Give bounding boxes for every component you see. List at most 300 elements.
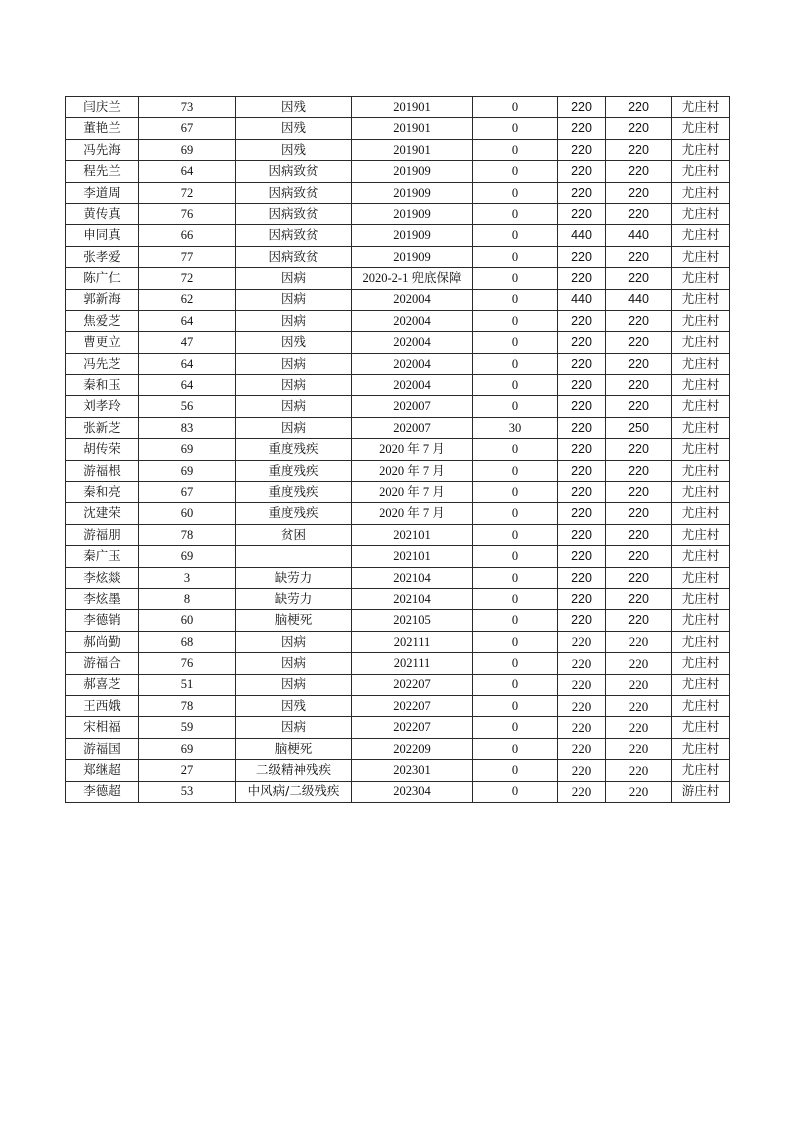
base-amount-cell: 220 [558, 161, 606, 182]
base-amount-cell: 220 [558, 246, 606, 267]
age-cell: 64 [139, 353, 236, 374]
village-cell: 尤庄村 [672, 653, 730, 674]
reason-cell: 因病 [236, 353, 352, 374]
reason-cell: 因残 [236, 97, 352, 118]
table-row [66, 524, 730, 545]
table-row [66, 482, 730, 503]
table-row [66, 417, 730, 438]
name-cell: 郝喜芝 [66, 674, 139, 695]
age-cell: 76 [139, 653, 236, 674]
total-amount-cell: 220 [606, 182, 672, 203]
table-row [66, 610, 730, 631]
total-amount-cell: 220 [606, 503, 672, 524]
total-amount-cell: 220 [606, 631, 672, 652]
base-amount-cell: 220 [558, 203, 606, 224]
date-cell: 202304 [352, 781, 473, 802]
base-amount-cell: 440 [558, 289, 606, 310]
total-amount-cell: 220 [606, 588, 672, 609]
date-cell: 202301 [352, 760, 473, 781]
village-cell: 尤庄村 [672, 482, 730, 503]
extra-amount-cell: 0 [473, 182, 558, 203]
reason-cell: 脑梗死 [236, 738, 352, 759]
reason-cell: 重度残疾 [236, 460, 352, 481]
base-amount-cell: 220 [558, 695, 606, 716]
extra-amount-cell: 0 [473, 225, 558, 246]
base-amount-cell: 220 [558, 460, 606, 481]
table-row [66, 674, 730, 695]
name-cell: 闫庆兰 [66, 97, 139, 118]
age-cell: 53 [139, 781, 236, 802]
village-cell: 尤庄村 [672, 760, 730, 781]
village-cell: 尤庄村 [672, 353, 730, 374]
name-cell: 李德销 [66, 610, 139, 631]
extra-amount-cell: 0 [473, 332, 558, 353]
name-cell: 宋相福 [66, 717, 139, 738]
date-cell: 202104 [352, 588, 473, 609]
total-amount-cell: 220 [606, 482, 672, 503]
base-amount-cell: 220 [558, 375, 606, 396]
name-cell: 游福朋 [66, 524, 139, 545]
village-cell: 尤庄村 [672, 631, 730, 652]
date-cell: 202207 [352, 674, 473, 695]
name-cell: 李德超 [66, 781, 139, 802]
base-amount-cell: 220 [558, 268, 606, 289]
village-cell: 尤庄村 [672, 310, 730, 331]
name-cell: 陈广仁 [66, 268, 139, 289]
extra-amount-cell: 0 [473, 546, 558, 567]
total-amount-cell: 220 [606, 460, 672, 481]
table-row [66, 225, 730, 246]
date-cell: 202111 [352, 653, 473, 674]
document-sheet [65, 96, 730, 803]
date-cell: 202105 [352, 610, 473, 631]
village-cell: 尤庄村 [672, 182, 730, 203]
date-cell: 201909 [352, 246, 473, 267]
name-cell: 游福国 [66, 738, 139, 759]
base-amount-cell: 220 [558, 439, 606, 460]
extra-amount-cell: 0 [473, 738, 558, 759]
date-cell: 201909 [352, 182, 473, 203]
age-cell: 59 [139, 717, 236, 738]
village-cell: 尤庄村 [672, 588, 730, 609]
age-cell: 27 [139, 760, 236, 781]
reason-cell: 因病致贫 [236, 182, 352, 203]
total-amount-cell: 220 [606, 97, 672, 118]
table-row [66, 396, 730, 417]
extra-amount-cell: 0 [473, 246, 558, 267]
extra-amount-cell: 0 [473, 631, 558, 652]
date-cell: 202004 [352, 310, 473, 331]
extra-amount-cell: 0 [473, 375, 558, 396]
name-cell: 申同真 [66, 225, 139, 246]
base-amount-cell: 220 [558, 781, 606, 802]
name-cell: 冯先海 [66, 139, 139, 160]
date-cell: 202101 [352, 546, 473, 567]
extra-amount-cell: 0 [473, 268, 558, 289]
name-cell: 张孝爱 [66, 246, 139, 267]
name-cell: 郑继超 [66, 760, 139, 781]
extra-amount-cell: 0 [473, 482, 558, 503]
village-cell: 尤庄村 [672, 610, 730, 631]
reason-cell: 因病 [236, 631, 352, 652]
total-amount-cell: 220 [606, 695, 672, 716]
date-cell: 202111 [352, 631, 473, 652]
name-cell: 胡传荣 [66, 439, 139, 460]
base-amount-cell: 220 [558, 631, 606, 652]
total-amount-cell: 440 [606, 225, 672, 246]
date-cell: 202209 [352, 738, 473, 759]
table-row [66, 268, 730, 289]
reason-cell: 因残 [236, 118, 352, 139]
table-row [66, 567, 730, 588]
name-cell: 李炫燚 [66, 567, 139, 588]
total-amount-cell: 220 [606, 353, 672, 374]
date-cell: 2020-2-1 兜底保障 [352, 268, 473, 289]
age-cell: 56 [139, 396, 236, 417]
base-amount-cell: 220 [558, 717, 606, 738]
extra-amount-cell: 0 [473, 674, 558, 695]
village-cell: 尤庄村 [672, 225, 730, 246]
village-cell: 尤庄村 [672, 332, 730, 353]
base-amount-cell: 220 [558, 353, 606, 374]
table-row [66, 353, 730, 374]
date-cell: 202004 [352, 332, 473, 353]
extra-amount-cell: 0 [473, 653, 558, 674]
total-amount-cell: 220 [606, 653, 672, 674]
base-amount-cell: 220 [558, 738, 606, 759]
date-cell: 202207 [352, 695, 473, 716]
extra-amount-cell: 0 [473, 610, 558, 631]
base-amount-cell: 220 [558, 588, 606, 609]
village-cell: 尤庄村 [672, 717, 730, 738]
name-cell: 冯先芝 [66, 353, 139, 374]
age-cell: 69 [139, 460, 236, 481]
extra-amount-cell: 0 [473, 310, 558, 331]
age-cell: 67 [139, 482, 236, 503]
name-cell: 游福合 [66, 653, 139, 674]
age-cell: 78 [139, 695, 236, 716]
date-cell: 201901 [352, 118, 473, 139]
village-cell: 尤庄村 [672, 161, 730, 182]
village-cell: 尤庄村 [672, 139, 730, 160]
reason-cell: 因病 [236, 375, 352, 396]
total-amount-cell: 220 [606, 118, 672, 139]
base-amount-cell: 220 [558, 139, 606, 160]
date-cell: 202004 [352, 289, 473, 310]
name-cell: 黄传真 [66, 203, 139, 224]
total-amount-cell: 220 [606, 674, 672, 695]
name-cell: 程先兰 [66, 161, 139, 182]
total-amount-cell: 220 [606, 781, 672, 802]
name-cell: 曹更立 [66, 332, 139, 353]
age-cell: 83 [139, 417, 236, 438]
age-cell: 72 [139, 268, 236, 289]
age-cell: 78 [139, 524, 236, 545]
reason-cell: 因残 [236, 332, 352, 353]
village-cell: 尤庄村 [672, 503, 730, 524]
name-cell: 张新芝 [66, 417, 139, 438]
base-amount-cell: 220 [558, 610, 606, 631]
base-amount-cell: 220 [558, 310, 606, 331]
base-amount-cell: 220 [558, 97, 606, 118]
total-amount-cell: 220 [606, 310, 672, 331]
date-cell: 202004 [352, 375, 473, 396]
base-amount-cell: 220 [558, 567, 606, 588]
village-cell: 尤庄村 [672, 695, 730, 716]
base-amount-cell: 220 [558, 332, 606, 353]
total-amount-cell: 220 [606, 139, 672, 160]
base-amount-cell: 220 [558, 524, 606, 545]
extra-amount-cell: 0 [473, 760, 558, 781]
date-cell: 202104 [352, 567, 473, 588]
table-body [66, 97, 730, 803]
total-amount-cell: 220 [606, 524, 672, 545]
name-cell: 秦和亮 [66, 482, 139, 503]
total-amount-cell: 250 [606, 417, 672, 438]
extra-amount-cell: 0 [473, 353, 558, 374]
total-amount-cell: 220 [606, 203, 672, 224]
village-cell: 游庄村 [672, 781, 730, 802]
total-amount-cell: 220 [606, 396, 672, 417]
reason-cell: 因病致贫 [236, 246, 352, 267]
extra-amount-cell: 0 [473, 460, 558, 481]
reason-cell: 因病致贫 [236, 225, 352, 246]
table-row [66, 375, 730, 396]
reason-cell: 因病 [236, 310, 352, 331]
table-row [66, 631, 730, 652]
base-amount-cell: 220 [558, 417, 606, 438]
age-cell: 51 [139, 674, 236, 695]
extra-amount-cell: 0 [473, 781, 558, 802]
extra-amount-cell: 30 [473, 417, 558, 438]
age-cell: 66 [139, 225, 236, 246]
total-amount-cell: 220 [606, 332, 672, 353]
age-cell: 64 [139, 161, 236, 182]
base-amount-cell: 220 [558, 760, 606, 781]
reason-cell: 因残 [236, 695, 352, 716]
total-amount-cell: 220 [606, 546, 672, 567]
extra-amount-cell: 0 [473, 118, 558, 139]
name-cell: 沈建荣 [66, 503, 139, 524]
reason-cell: 重度残疾 [236, 503, 352, 524]
base-amount-cell: 220 [558, 653, 606, 674]
age-cell: 64 [139, 310, 236, 331]
extra-amount-cell: 0 [473, 289, 558, 310]
table-row [66, 738, 730, 759]
name-cell: 焦爱芝 [66, 310, 139, 331]
age-cell: 77 [139, 246, 236, 267]
extra-amount-cell: 0 [473, 567, 558, 588]
table-row [66, 246, 730, 267]
total-amount-cell: 220 [606, 246, 672, 267]
table-row [66, 439, 730, 460]
extra-amount-cell: 0 [473, 439, 558, 460]
table-row [66, 289, 730, 310]
total-amount-cell: 220 [606, 717, 672, 738]
name-cell: 董艳兰 [66, 118, 139, 139]
base-amount-cell: 220 [558, 182, 606, 203]
age-cell: 60 [139, 503, 236, 524]
name-cell: 郭新海 [66, 289, 139, 310]
extra-amount-cell: 0 [473, 139, 558, 160]
reason-cell [236, 546, 352, 567]
table-row [66, 760, 730, 781]
age-cell: 60 [139, 610, 236, 631]
table-row [66, 118, 730, 139]
date-cell: 201909 [352, 225, 473, 246]
reason-cell: 因病 [236, 417, 352, 438]
reason-cell: 贫困 [236, 524, 352, 545]
age-cell: 76 [139, 203, 236, 224]
reason-cell: 重度残疾 [236, 482, 352, 503]
table-row [66, 653, 730, 674]
date-cell: 202207 [352, 717, 473, 738]
age-cell: 69 [139, 738, 236, 759]
village-cell: 尤庄村 [672, 674, 730, 695]
reason-cell: 二级精神残疾 [236, 760, 352, 781]
base-amount-cell: 220 [558, 674, 606, 695]
total-amount-cell: 440 [606, 289, 672, 310]
date-cell: 2020 年 7 月 [352, 482, 473, 503]
extra-amount-cell: 0 [473, 717, 558, 738]
village-cell: 尤庄村 [672, 118, 730, 139]
total-amount-cell: 220 [606, 610, 672, 631]
reason-cell: 因病 [236, 396, 352, 417]
age-cell: 67 [139, 118, 236, 139]
base-amount-cell: 220 [558, 118, 606, 139]
total-amount-cell: 220 [606, 567, 672, 588]
village-cell: 尤庄村 [672, 97, 730, 118]
table-row [66, 781, 730, 802]
age-cell: 8 [139, 588, 236, 609]
age-cell: 69 [139, 439, 236, 460]
reason-cell: 因病致贫 [236, 161, 352, 182]
total-amount-cell: 220 [606, 439, 672, 460]
date-cell: 202007 [352, 396, 473, 417]
table-row [66, 460, 730, 481]
table-row [66, 139, 730, 160]
table-row [66, 161, 730, 182]
village-cell: 尤庄村 [672, 289, 730, 310]
table-row [66, 203, 730, 224]
extra-amount-cell: 0 [473, 161, 558, 182]
age-cell: 69 [139, 139, 236, 160]
extra-amount-cell: 0 [473, 524, 558, 545]
date-cell: 2020 年 7 月 [352, 503, 473, 524]
village-cell: 尤庄村 [672, 567, 730, 588]
date-cell: 201901 [352, 97, 473, 118]
base-amount-cell: 220 [558, 546, 606, 567]
date-cell: 2020 年 7 月 [352, 460, 473, 481]
village-cell: 尤庄村 [672, 203, 730, 224]
village-cell: 尤庄村 [672, 546, 730, 567]
recipient-table [65, 96, 730, 803]
reason-cell: 因病 [236, 289, 352, 310]
extra-amount-cell: 0 [473, 695, 558, 716]
reason-cell: 因病 [236, 653, 352, 674]
age-cell: 72 [139, 182, 236, 203]
reason-cell: 因病 [236, 717, 352, 738]
village-cell: 尤庄村 [672, 396, 730, 417]
reason-cell: 因病致贫 [236, 203, 352, 224]
age-cell: 3 [139, 567, 236, 588]
village-cell: 尤庄村 [672, 375, 730, 396]
table-row [66, 695, 730, 716]
village-cell: 尤庄村 [672, 417, 730, 438]
village-cell: 尤庄村 [672, 439, 730, 460]
village-cell: 尤庄村 [672, 246, 730, 267]
name-cell: 秦广玉 [66, 546, 139, 567]
reason-cell: 因病 [236, 674, 352, 695]
date-cell: 201909 [352, 203, 473, 224]
base-amount-cell: 220 [558, 482, 606, 503]
age-cell: 47 [139, 332, 236, 353]
reason-cell: 脑梗死 [236, 610, 352, 631]
date-cell: 201909 [352, 161, 473, 182]
base-amount-cell: 440 [558, 225, 606, 246]
age-cell: 62 [139, 289, 236, 310]
age-cell: 69 [139, 546, 236, 567]
name-cell: 游福根 [66, 460, 139, 481]
total-amount-cell: 220 [606, 738, 672, 759]
total-amount-cell: 220 [606, 760, 672, 781]
total-amount-cell: 220 [606, 161, 672, 182]
village-cell: 尤庄村 [672, 738, 730, 759]
extra-amount-cell: 0 [473, 503, 558, 524]
age-cell: 64 [139, 375, 236, 396]
date-cell: 202101 [352, 524, 473, 545]
age-cell: 68 [139, 631, 236, 652]
total-amount-cell: 220 [606, 268, 672, 289]
table-row [66, 588, 730, 609]
reason-cell: 缺劳力 [236, 567, 352, 588]
reason-cell: 因残 [236, 139, 352, 160]
extra-amount-cell: 0 [473, 97, 558, 118]
table-row [66, 546, 730, 567]
base-amount-cell: 220 [558, 503, 606, 524]
reason-cell: 因病 [236, 268, 352, 289]
village-cell: 尤庄村 [672, 460, 730, 481]
table-row [66, 97, 730, 118]
name-cell: 李炫墨 [66, 588, 139, 609]
table-row [66, 310, 730, 331]
age-cell: 73 [139, 97, 236, 118]
date-cell: 2020 年 7 月 [352, 439, 473, 460]
reason-cell: 中风病/二级残疾 [236, 781, 352, 802]
name-cell: 郝尚勤 [66, 631, 139, 652]
name-cell: 秦和玉 [66, 375, 139, 396]
table-row [66, 332, 730, 353]
name-cell: 李道周 [66, 182, 139, 203]
date-cell: 202004 [352, 353, 473, 374]
date-cell: 201901 [352, 139, 473, 160]
extra-amount-cell: 0 [473, 588, 558, 609]
name-cell: 王西娥 [66, 695, 139, 716]
village-cell: 尤庄村 [672, 268, 730, 289]
total-amount-cell: 220 [606, 375, 672, 396]
name-cell: 刘孝玲 [66, 396, 139, 417]
village-cell: 尤庄村 [672, 524, 730, 545]
base-amount-cell: 220 [558, 396, 606, 417]
date-cell: 202007 [352, 417, 473, 438]
table-row [66, 717, 730, 738]
extra-amount-cell: 0 [473, 203, 558, 224]
extra-amount-cell: 0 [473, 396, 558, 417]
table-row [66, 182, 730, 203]
reason-cell: 重度残疾 [236, 439, 352, 460]
table-row [66, 503, 730, 524]
reason-cell: 缺劳力 [236, 588, 352, 609]
